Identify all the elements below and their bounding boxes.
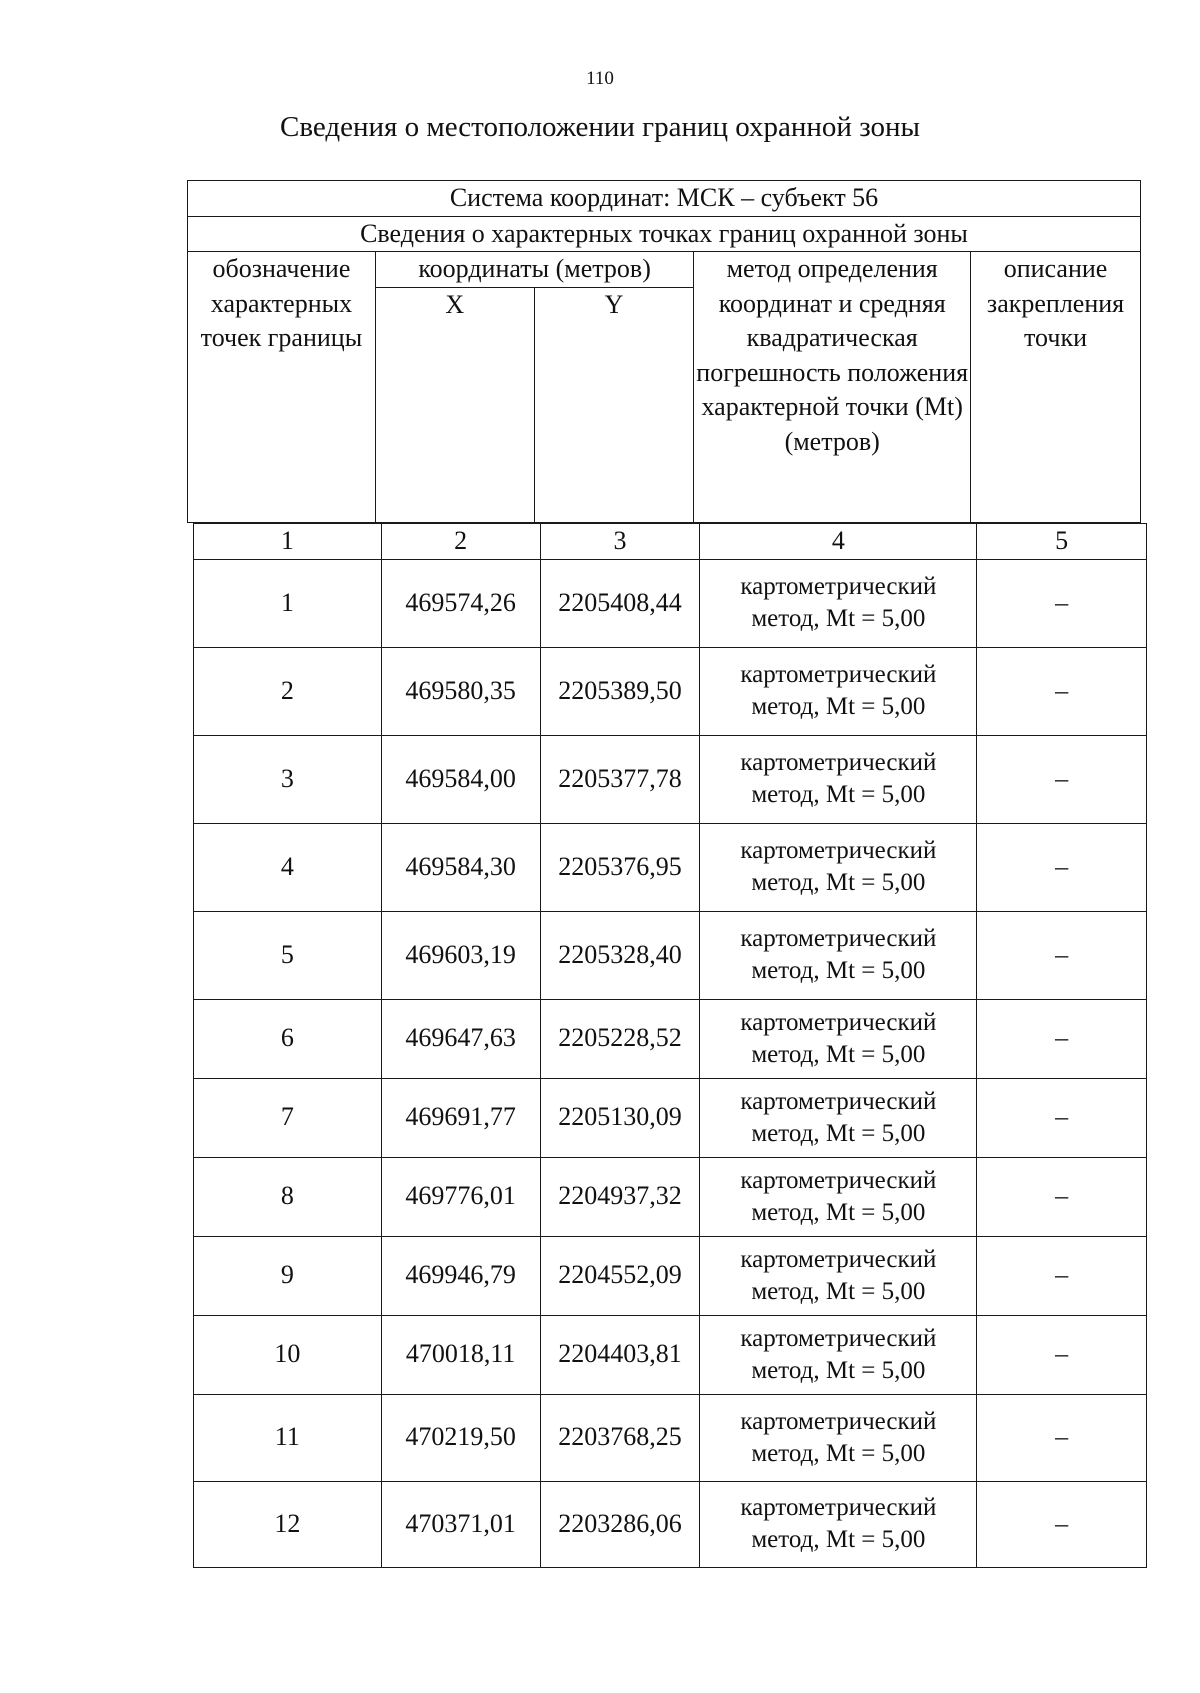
y-coordinate-cell: 2204552,09 xyxy=(540,1236,700,1315)
method-cell xyxy=(700,1157,977,1236)
table-row xyxy=(194,1157,1147,1236)
fixing-cell: – xyxy=(977,1394,1147,1481)
point-cell: 7 xyxy=(194,1078,382,1157)
table-row xyxy=(194,1236,1147,1315)
x-coordinate-cell: 469946,79 xyxy=(381,1236,540,1315)
y-coordinate-cell: 2204937,32 xyxy=(540,1157,700,1236)
fixing-cell: – xyxy=(977,999,1147,1078)
header-x: X xyxy=(375,287,534,522)
method-line-1: картометрический xyxy=(740,573,937,601)
method-line-2: метод, Mt = 5,00 xyxy=(751,1198,926,1226)
section-title-cell: Сведения о характерных точках границ охранной зоны xyxy=(188,216,1141,252)
method-line-2: метод, Mt = 5,00 xyxy=(751,869,926,897)
fixing-cell: – xyxy=(977,1481,1147,1567)
y-coordinate-cell: 2203768,25 xyxy=(540,1394,700,1481)
coordinates-table xyxy=(193,523,1147,1568)
header-fixing-description: описание закрепления точки xyxy=(971,252,1141,523)
header-point-designation: обозначение характерных точек границы xyxy=(188,252,376,523)
method-line-2: метод, Mt = 5,00 xyxy=(751,1277,926,1305)
method-cell xyxy=(700,647,977,735)
fixing-cell: – xyxy=(977,1078,1147,1157)
table-row xyxy=(194,1315,1147,1394)
fixing-cell: – xyxy=(977,735,1147,823)
method-line-2: метод, Mt = 5,00 xyxy=(751,957,926,985)
y-coordinate-cell: 2205408,44 xyxy=(540,559,700,647)
x-coordinate-cell: 469776,01 xyxy=(381,1157,540,1236)
method-line-2: метод, Mt = 5,00 xyxy=(751,781,926,809)
y-coordinate-cell: 2205228,52 xyxy=(540,999,700,1078)
method-cell xyxy=(700,823,977,911)
point-cell: 2 xyxy=(194,647,382,735)
method-line-2: метод, Mt = 5,00 xyxy=(751,1526,926,1554)
y-coordinate-cell: 2205130,09 xyxy=(540,1078,700,1157)
column-number-2: 2 xyxy=(381,524,540,560)
table-row xyxy=(194,911,1147,999)
document-title: Сведения о местоположении границ охранной зоны xyxy=(279,111,920,143)
method-cell xyxy=(700,1078,977,1157)
method-line-1: картометрический xyxy=(740,1166,937,1194)
x-coordinate-cell: 469603,19 xyxy=(381,911,540,999)
fixing-cell: – xyxy=(977,911,1147,999)
coordinates-table-body xyxy=(194,524,1147,1568)
fixing-cell: – xyxy=(977,1157,1147,1236)
point-cell: 6 xyxy=(194,999,382,1078)
method-cell xyxy=(700,1394,977,1481)
x-coordinate-cell: 469584,30 xyxy=(381,823,540,911)
page-number: 110 xyxy=(586,68,614,89)
point-cell: 12 xyxy=(194,1481,382,1567)
point-cell: 3 xyxy=(194,735,382,823)
x-coordinate-cell: 469580,35 xyxy=(381,647,540,735)
table-row xyxy=(194,1481,1147,1567)
column-number-4: 4 xyxy=(700,524,977,560)
method-line-1: картометрический xyxy=(740,925,937,953)
method-line-1: картометрический xyxy=(740,837,937,865)
x-coordinate-cell: 469584,00 xyxy=(381,735,540,823)
table-row xyxy=(194,1394,1147,1481)
method-cell xyxy=(700,735,977,823)
method-cell xyxy=(700,1236,977,1315)
column-number-5: 5 xyxy=(977,524,1147,560)
method-cell xyxy=(700,559,977,647)
method-line-2: метод, Mt = 5,00 xyxy=(751,693,926,721)
point-cell: 10 xyxy=(194,1315,382,1394)
x-coordinate-cell: 470018,11 xyxy=(381,1315,540,1394)
method-cell xyxy=(700,911,977,999)
method-line-2: метод, Mt = 5,00 xyxy=(751,605,926,633)
y-coordinate-cell: 2204403,81 xyxy=(540,1315,700,1394)
point-cell: 9 xyxy=(194,1236,382,1315)
method-line-1: картометрический xyxy=(740,1087,937,1115)
table-row xyxy=(194,823,1147,911)
point-cell: 4 xyxy=(194,823,382,911)
y-coordinate-cell: 2203286,06 xyxy=(540,1481,700,1567)
fixing-cell: – xyxy=(977,559,1147,647)
method-line-1: картометрический xyxy=(740,1324,937,1352)
y-coordinate-cell: 2205389,50 xyxy=(540,647,700,735)
table-row xyxy=(194,735,1147,823)
y-coordinate-cell: 2205377,78 xyxy=(540,735,700,823)
table-row xyxy=(194,999,1147,1078)
x-coordinate-cell: 470371,01 xyxy=(381,1481,540,1567)
method-line-1: картометрический xyxy=(740,1494,937,1522)
y-coordinate-cell: 2205328,40 xyxy=(540,911,700,999)
method-cell xyxy=(700,999,977,1078)
point-cell: 8 xyxy=(194,1157,382,1236)
header-y: Y xyxy=(534,287,694,522)
x-coordinate-cell: 469691,77 xyxy=(381,1078,540,1157)
coordinates-table-header xyxy=(187,180,1141,523)
method-line-1: картометрический xyxy=(740,1008,937,1036)
column-number-1: 1 xyxy=(194,524,382,560)
fixing-cell: – xyxy=(977,1315,1147,1394)
column-number-row xyxy=(194,524,1147,560)
coordinate-system-cell: Система координат: МСК – субъект 56 xyxy=(188,181,1141,217)
table-row xyxy=(194,1078,1147,1157)
method-line-1: картометрический xyxy=(740,749,937,777)
method-cell xyxy=(700,1481,977,1567)
method-line-2: метод, Mt = 5,00 xyxy=(751,1040,926,1068)
point-cell: 1 xyxy=(194,559,382,647)
y-coordinate-cell: 2205376,95 xyxy=(540,823,700,911)
table-row xyxy=(194,559,1147,647)
x-coordinate-cell: 469574,26 xyxy=(381,559,540,647)
x-coordinate-cell: 470219,50 xyxy=(381,1394,540,1481)
method-line-2: метод, Mt = 5,00 xyxy=(751,1356,926,1384)
point-cell: 11 xyxy=(194,1394,382,1481)
table-row xyxy=(194,647,1147,735)
method-line-1: картометрический xyxy=(740,1245,937,1273)
method-line-1: картометрический xyxy=(740,661,937,689)
header-method: метод определения координат и средняя квадратическая погрешность положения характерной точки (Mt) (метров) xyxy=(694,252,971,523)
header-coordinates: координаты (метров) xyxy=(375,252,693,288)
x-coordinate-cell: 469647,63 xyxy=(381,999,540,1078)
point-cell: 5 xyxy=(194,911,382,999)
column-number-3: 3 xyxy=(540,524,700,560)
fixing-cell: – xyxy=(977,1236,1147,1315)
fixing-cell: – xyxy=(977,647,1147,735)
fixing-cell: – xyxy=(977,823,1147,911)
method-line-1: картометрический xyxy=(740,1407,937,1435)
method-cell xyxy=(700,1315,977,1394)
method-line-2: метод, Mt = 5,00 xyxy=(751,1439,926,1467)
method-line-2: метод, Mt = 5,00 xyxy=(751,1119,926,1147)
